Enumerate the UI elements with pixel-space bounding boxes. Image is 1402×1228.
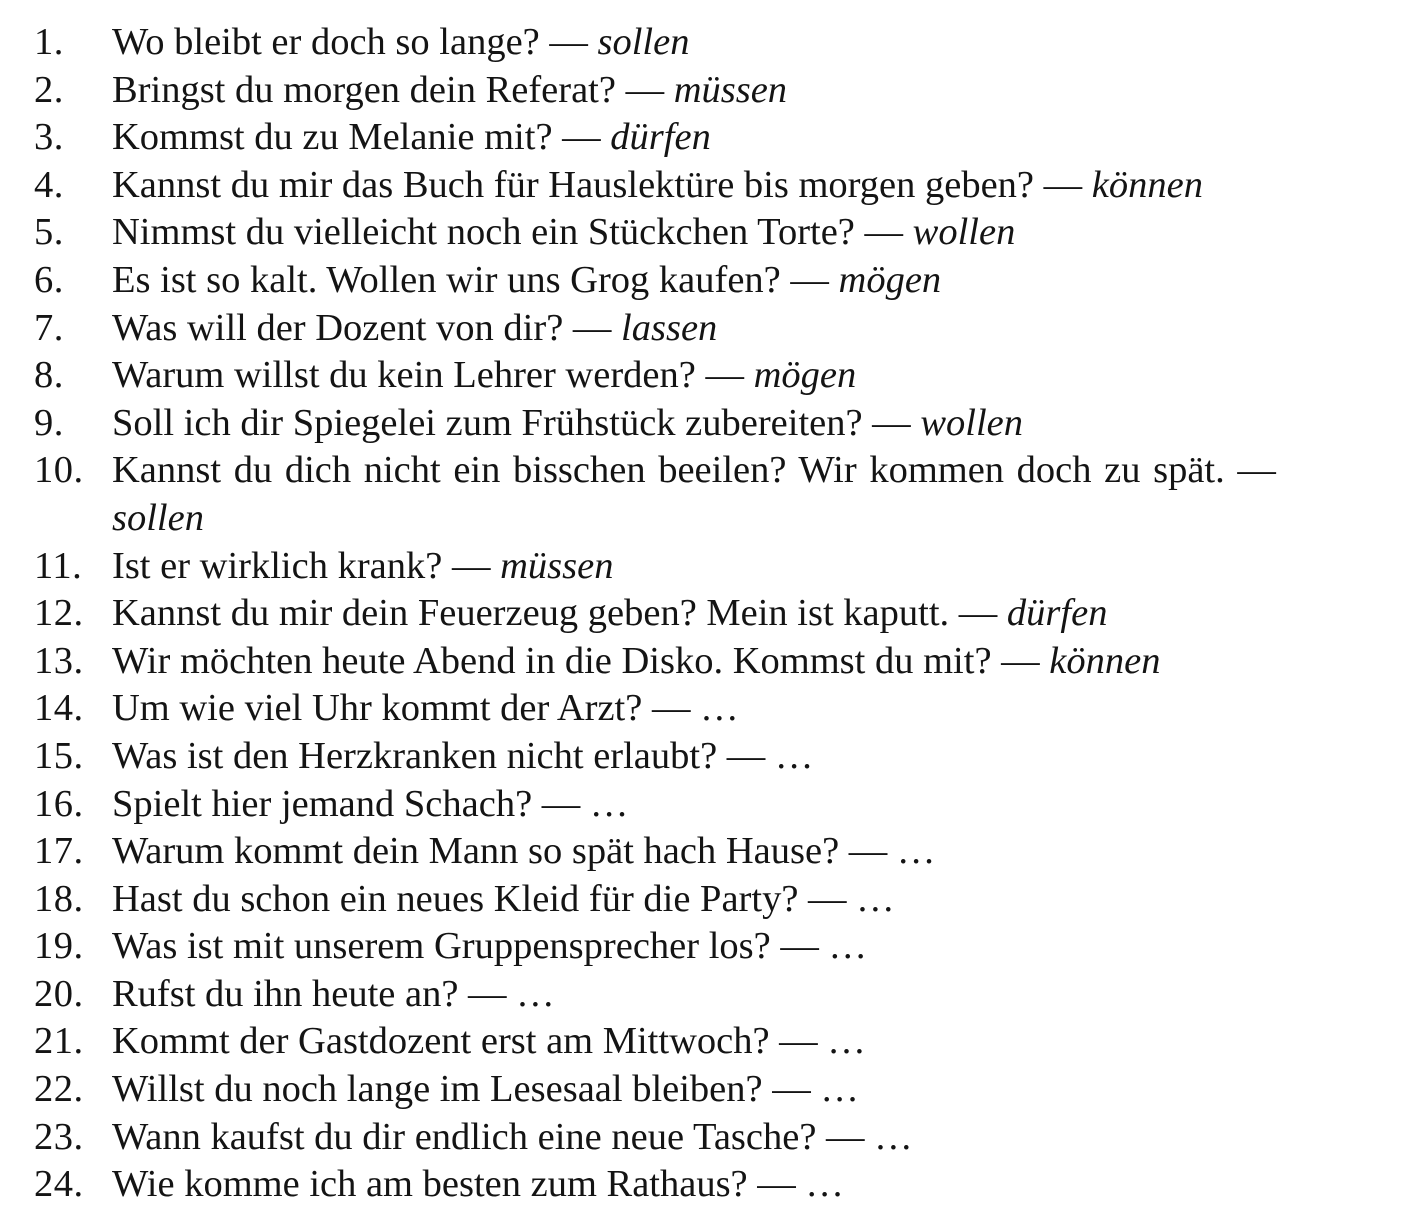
item-text: Kannst du mir dein Feuerzeug geben? Mein ist kaputt. —: [112, 592, 998, 635]
item-number: 18.: [34, 877, 84, 920]
item-number: 9.: [34, 401, 64, 444]
item-text: Wann kaufst du dir endlich eine neue Tasche? — …: [112, 1115, 913, 1158]
item-text: Kannst du dich nicht ein bisschen beeilen? Wir kommen doch zu spät. —: [112, 449, 1276, 492]
item-text: Wie komme ich am besten zum Rathaus? — …: [112, 1163, 844, 1206]
item-text: Warum kommt dein Mann so spät hach Hause? — …: [112, 830, 936, 873]
item-text: Was ist mit unserem Gruppensprecher los? — …: [112, 925, 867, 968]
modal-verb: sollen: [597, 21, 690, 63]
exercise-item-24: [34, 1161, 1386, 1209]
exercise-item-8: [34, 352, 1386, 400]
modal-verb: wollen: [920, 401, 1023, 444]
modal-verb: können: [1091, 163, 1203, 206]
item-number: 11.: [34, 544, 83, 587]
exercise-item-1: [34, 19, 1386, 67]
item-text: Nimmst du vielleicht noch ein Stückchen Torte? —: [112, 211, 904, 254]
item-number: 2.: [34, 68, 64, 111]
exercise-item-2: [34, 67, 1386, 115]
item-number: 6.: [34, 258, 64, 301]
item-number: 23.: [34, 1115, 84, 1158]
modal-verb: mögen: [753, 354, 857, 397]
item-number: 17.: [34, 830, 84, 873]
item-text: Kommst du zu Melanie mit? —: [112, 116, 601, 159]
item-text: Kannst du mir das Buch für Hauslektüre bis morgen geben? —: [112, 163, 1083, 206]
exercise-item-6: [34, 257, 1386, 305]
item-text: Wir möchten heute Abend in die Disko. Kommst du mit? —: [112, 639, 1040, 682]
exercise-item-7: [34, 305, 1386, 353]
item-number: 5.: [34, 211, 64, 254]
item-number: 20.: [34, 972, 84, 1015]
item-text: Willst du noch lange im Lesesaal bleiben? — …: [112, 1068, 859, 1111]
item-number: 12.: [34, 592, 84, 635]
item-text: Ist er wirklich krank? —: [112, 544, 491, 587]
modal-verb: wollen: [912, 211, 1016, 254]
item-number: 3.: [34, 116, 64, 159]
item-number: 10.: [34, 449, 84, 492]
item-number: 4.: [34, 163, 64, 206]
modal-verb: müssen: [500, 544, 614, 587]
modal-verb: müssen: [673, 68, 788, 111]
item-number: 16.: [34, 782, 84, 825]
exercise-item-12: [34, 590, 1386, 638]
item-text: Soll ich dir Spiegelei zum Frühstück zubereiten? —: [112, 401, 911, 444]
item-number: 22.: [34, 1068, 84, 1111]
modal-verb: dürfen: [1006, 592, 1108, 635]
modal-verb: können: [1049, 639, 1161, 682]
item-text: Wo bleibt er doch so lange? —: [112, 21, 588, 63]
modal-verb: lassen: [621, 306, 718, 349]
item-text: Kommt der Gastdozent erst am Mittwoch? — …: [112, 1020, 866, 1063]
item-text: Warum willst du kein Lehrer werden? —: [112, 354, 744, 397]
item-text: Was will der Dozent von dir? —: [112, 306, 612, 349]
item-number: 19.: [34, 925, 84, 968]
exercise-item-11: [34, 543, 1386, 591]
exercise-item-19: [34, 923, 1386, 971]
exercise-item-13: [34, 638, 1386, 686]
item-number: 21.: [34, 1020, 84, 1063]
exercise-item-3: [34, 114, 1386, 162]
exercise-item-14: [34, 685, 1386, 733]
exercise-item-18: [34, 876, 1386, 924]
item-text: Bringst du morgen dein Referat? —: [112, 68, 665, 111]
exercise-item-20: [34, 971, 1386, 1019]
item-text: Hast du schon ein neues Kleid für die Party? — …: [112, 877, 895, 920]
item-number: 8.: [34, 354, 64, 397]
exercise-item-16: [34, 781, 1386, 829]
item-text: Spielt hier jemand Schach? — …: [112, 782, 629, 825]
item-text: Was ist den Herzkranken nicht erlaubt? — …: [112, 734, 814, 777]
item-number: 14.: [34, 687, 84, 730]
exercise-item-21: [34, 1018, 1386, 1066]
item-text: Es ist so kalt. Wollen wir uns Grog kaufen? —: [112, 258, 829, 301]
exercise-item-23: [34, 1114, 1386, 1162]
exercise-item-17: [34, 828, 1386, 876]
exercise-item-22: [34, 1066, 1386, 1114]
exercise-item-9: [34, 400, 1386, 448]
item-number: 7.: [34, 306, 64, 349]
exercise-list: [34, 19, 1386, 1209]
item-number: 24.: [34, 1163, 84, 1206]
exercise-item-4: [34, 162, 1386, 210]
exercise-item-15: [34, 733, 1386, 781]
modal-verb: sollen: [112, 496, 204, 539]
exercise-item-5: [34, 209, 1386, 257]
modal-verb: mögen: [838, 258, 942, 301]
modal-verb: dürfen: [610, 116, 711, 159]
exercise-item-10: [34, 447, 1386, 542]
item-text: Um wie viel Uhr kommt der Arzt? — …: [112, 687, 739, 730]
item-number: 13.: [34, 639, 84, 682]
item-number: 15.: [34, 734, 84, 777]
item-number: 1.: [34, 21, 64, 63]
item-text: Rufst du ihn heute an? — …: [112, 972, 555, 1015]
